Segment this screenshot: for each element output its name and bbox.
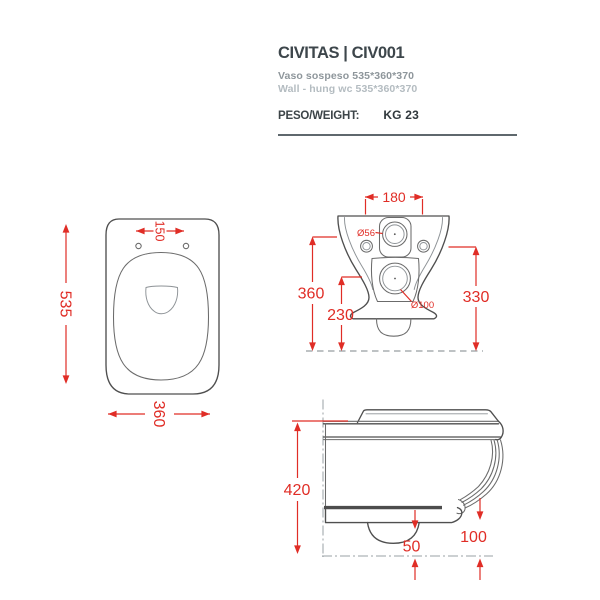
weight-value: KG 23	[383, 108, 419, 122]
sideview-dim-trap-offset	[403, 510, 421, 580]
topview-dim-hole-spacing	[136, 221, 184, 242]
backview-dim-fixing-hole-spacing-label: 180	[382, 188, 406, 205]
backview-dim-inlet-diameter-label: Ø56	[357, 227, 375, 239]
sideview-lid-outline	[358, 410, 499, 423]
sideview-dim-rim-offset-label: 100	[460, 529, 487, 547]
product-description-en: Wall - hung wc 535*360*370	[278, 83, 418, 95]
topview-dim-depth-label: 535	[56, 290, 74, 318]
arrow-down-icon	[294, 545, 301, 554]
topview-body-outline	[106, 219, 219, 394]
backview-dim-outlet-height	[327, 277, 362, 352]
arrow-down-icon	[309, 342, 316, 351]
sideview-scroll-curve-4	[461, 440, 493, 500]
backview-dim-outlet-diameter	[401, 290, 435, 311]
topview-flush-outlet	[146, 286, 178, 314]
backview-fixing-hole-left-inner	[363, 243, 370, 250]
top-view-drawing	[56, 219, 219, 427]
backview-dim-fixing-hole-spacing	[365, 189, 423, 215]
topview-dim-width	[108, 401, 210, 428]
sideview-scroll-curve-3	[462, 440, 496, 502]
backview-outlet-center	[394, 278, 396, 280]
arrow-up-icon	[412, 559, 419, 568]
back-view-drawing	[298, 189, 490, 351]
backview-dim-fixing-hole-height-label: 330	[462, 289, 490, 307]
arrow-up-icon	[309, 237, 316, 246]
side-view-drawing	[284, 400, 503, 581]
arrow-left-icon	[136, 228, 145, 235]
arrow-up-icon	[477, 559, 484, 568]
backview-outlet-recess	[371, 257, 419, 301]
backview-dim-inlet-height-label: 360	[297, 285, 325, 303]
sideview-dim-overall-height-label: 420	[283, 482, 311, 500]
arrow-down-icon	[63, 375, 70, 384]
arrow-up-icon	[63, 224, 70, 233]
topview-dim-depth	[56, 224, 73, 384]
sideview-dim-overall-height	[284, 421, 348, 554]
topview-dim-hole-spacing-label: 150	[152, 220, 167, 242]
backview-dim-outlet-diameter-label: Ø100	[410, 299, 435, 311]
weight-label: PESO/WEIGHT:	[278, 110, 360, 122]
backview-dim-inlet-height	[298, 237, 337, 352]
topview-seat-hole-right	[183, 243, 188, 248]
topview-dim-width-label: 360	[149, 400, 167, 428]
topview-seat-hole-left	[136, 243, 141, 248]
arrow-down-icon	[473, 342, 480, 351]
backview-trap-pipe	[377, 319, 411, 336]
arrow-up-icon	[294, 423, 301, 432]
arrow-up-icon	[338, 277, 345, 286]
arrow-right-icon	[414, 194, 423, 201]
product-title: CIVITAS | CIV001	[278, 44, 405, 62]
sideview-scroll-curve-2	[464, 440, 500, 505]
topview-bowl-rim	[114, 253, 209, 381]
product-description-it: Vaso sospeso 535*360*370	[278, 70, 415, 82]
arrow-right-icon	[201, 411, 210, 418]
backview-dim-inlet-diameter	[357, 228, 382, 239]
sideview-dim-trap-offset-label: 50	[402, 538, 421, 556]
arrow-down-icon	[338, 342, 345, 351]
sideview-skirt-outline	[326, 508, 462, 523]
arrow-right-icon	[175, 228, 184, 235]
backview-dim-fixing-hole-height	[449, 247, 490, 352]
backview-inlet-center	[394, 233, 396, 235]
arrow-left-icon	[365, 194, 374, 201]
backview-fixing-hole-right-inner	[420, 243, 427, 250]
arrow-left-icon	[108, 411, 117, 418]
arrow-down-icon	[477, 511, 484, 520]
backview-dim-outlet-height-label: 230	[327, 307, 354, 325]
arrow-up-icon	[473, 247, 480, 256]
